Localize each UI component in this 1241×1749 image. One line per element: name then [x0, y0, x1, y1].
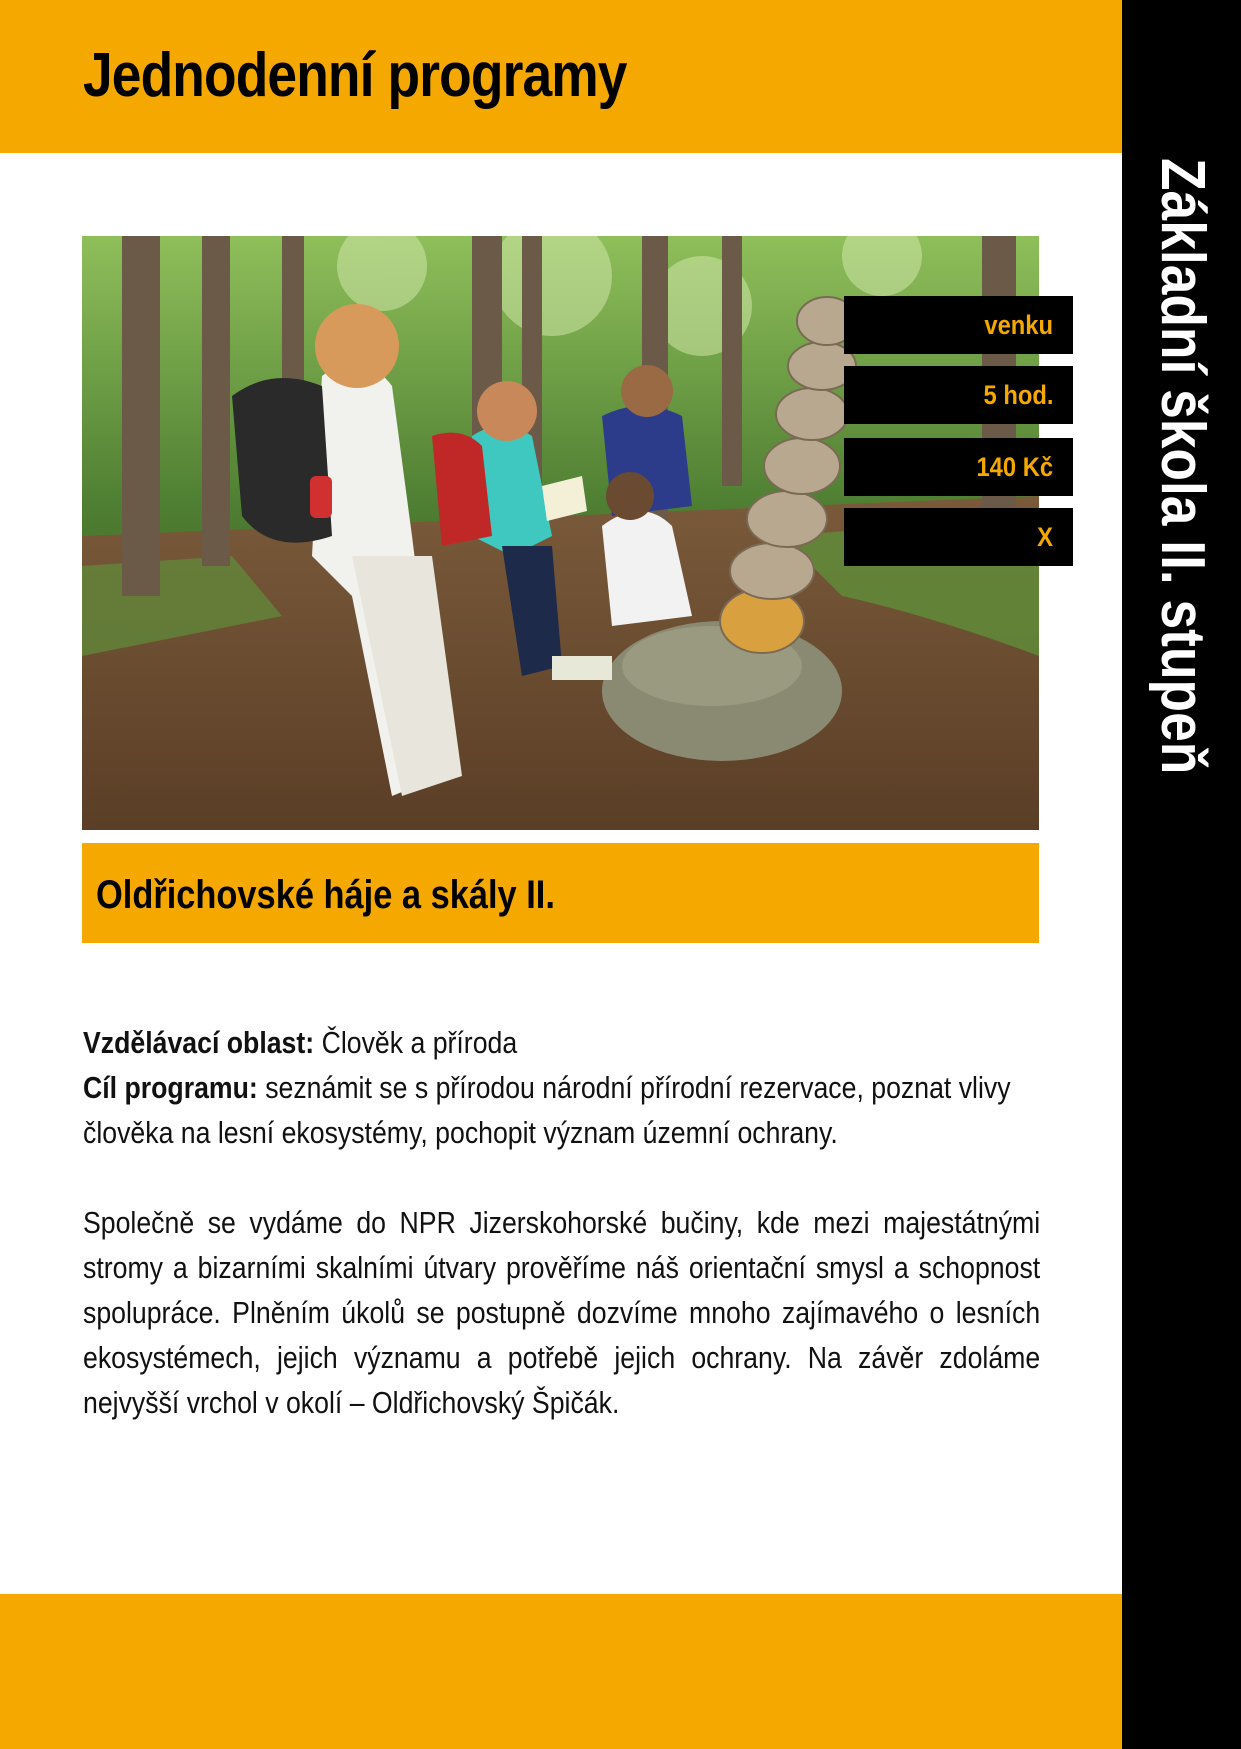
tag-location-text: venku: [984, 309, 1053, 340]
footer-band: [0, 1594, 1122, 1749]
page-title: Jednodenní programy: [83, 41, 627, 110]
tag-price: [844, 438, 1073, 496]
tag-price-text: 140 Kč: [976, 451, 1053, 482]
tag-duration-text: 5 hod.: [983, 379, 1053, 410]
area-value: Člověk a příroda: [321, 1025, 518, 1060]
sidebar-label: [1148, 158, 1217, 875]
goal-label: Cíl programu:: [83, 1070, 258, 1105]
tag-location: [844, 296, 1073, 354]
goal-line: [83, 1065, 1042, 1155]
area-label: Vzdělávací oblast:: [83, 1025, 315, 1060]
tag-extra-text: X: [1037, 521, 1053, 552]
goal-value: seznámit se s přírodou národní přírodní rezervace, poznat vlivy člověka na lesní ekosystémy, pochopit význam územní ochrany.: [83, 1070, 1011, 1150]
program-info: [83, 1020, 1042, 1155]
tag-extra: [844, 508, 1073, 566]
program-description: Společně se vydáme do NPR Jizerskohorské bučiny, kde mezi majestátnými stromy a bizarními skalními útvary prověříme náš orientační smysl a schopnost spolupráce. Plněním úkolů se postupně dozvíme mnoho zajímavého o lesních ekosystémech, jejich významu a potřebě jejich ochrany. Na závěr zdoláme nejvyšší vrchol v okolí – Oldřichovský Špičák.: [83, 1205, 1041, 1420]
tag-duration: [844, 366, 1073, 424]
area-line: [83, 1020, 1042, 1065]
sidebar-label-text: Základní škola II. stupeň: [1148, 158, 1217, 775]
program-title: Oldřichovské háje a skály II.: [96, 873, 555, 917]
